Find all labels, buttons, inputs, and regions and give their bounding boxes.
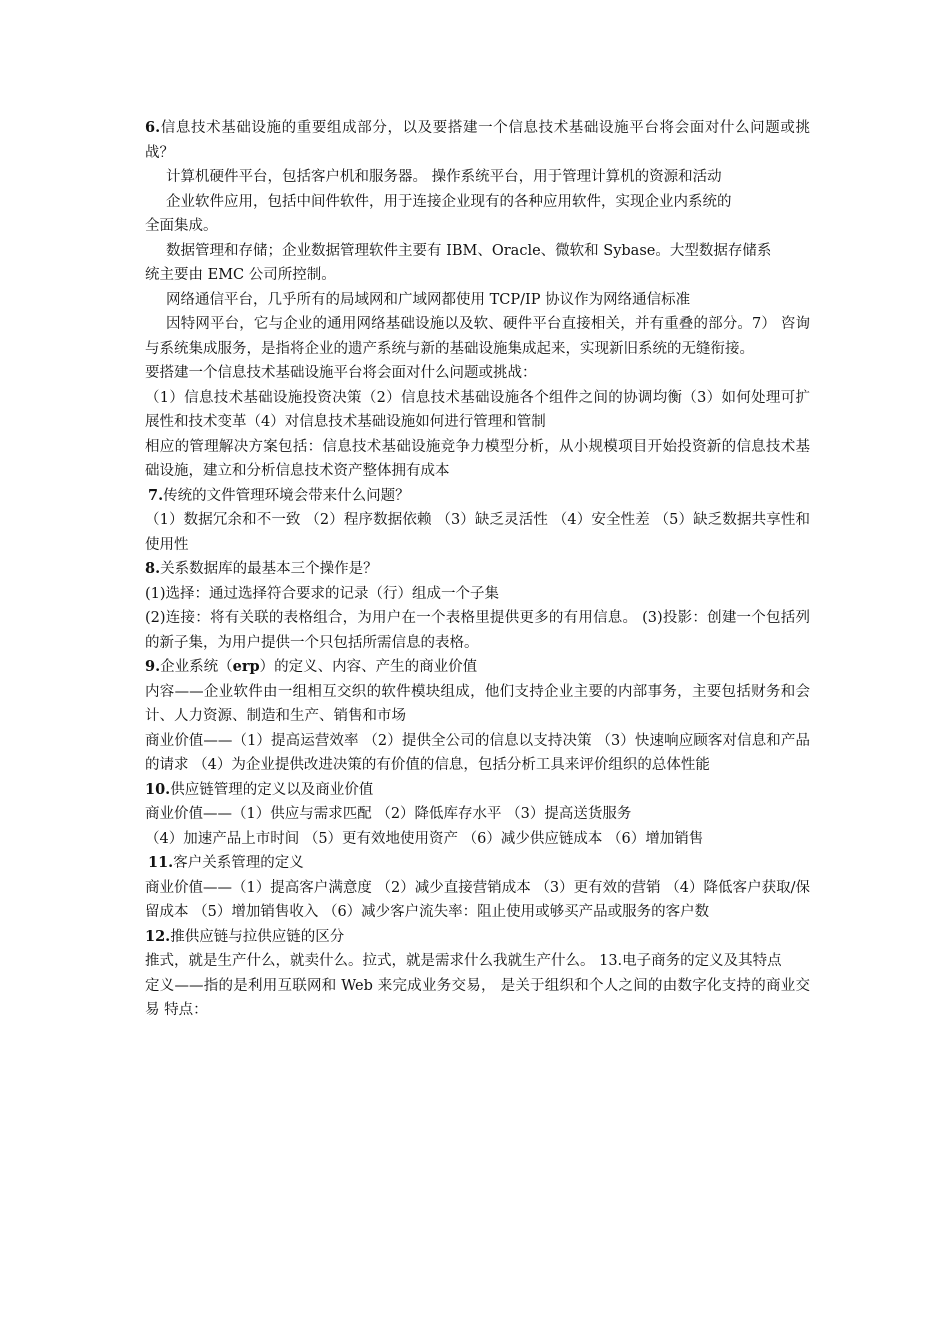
question-number: 10.: [145, 780, 171, 798]
question-text: 推供应链与拉供应链的区分: [170, 928, 345, 945]
paragraph: 内容——企业软件由一组相互交织的软件模块组成，他们支持企业主要的内部事务，主要包括财务和会计、人力资源、制造和生产、销售和市场: [145, 683, 810, 724]
paragraph: 要搭建一个信息技术基础设施平台将会面对什么问题或挑战：: [145, 365, 537, 381]
paragraph: (1)选择：通过选择符合要求的记录（行）组成一个子集: [145, 585, 500, 602]
paragraph: （4）加速产品上市时间 （5）更有效地使用资产 （6）减少供应链成本 （6）增加销售: [145, 830, 704, 847]
paragraph: 因特网平台，它与企业的通用网络基础设施以及软、硬件平台直接相关，并有重叠的部分。7） 咨询与系统集成服务，是指将企业的遗产系统与新的基础设施集成起来，实现新旧系统的无缝衔接。: [145, 316, 810, 357]
paragraph: 推式，就是生产什么，就卖什么。拉式，就是需求什么我就生产什么。 13.电子商务的定义及其特点: [145, 953, 782, 969]
question-text: 传统的文件管理环境会带来什么问题？: [163, 487, 410, 504]
paragraph: 商业价值——（1）供应与需求匹配 （2）降低库存水平 （3）提高送货服务: [145, 806, 632, 822]
paragraph: (2)连接：将有关联的表格组合，为用户在一个表格里提供更多的有用信息。 (3)投影：创建一个包括列的新子集，为用户提供一个只包括所需信息的表格。: [145, 610, 810, 651]
paragraph: 全面集成。: [145, 218, 218, 234]
question-text: 关系数据库的最基本三个操作是？: [160, 561, 378, 577]
erp-term: erp: [232, 658, 260, 675]
question-number: 12.: [145, 927, 171, 945]
question-number: 6.: [145, 119, 161, 136]
question-text: 信息技术基础设施的重要组成部分，以及要搭建一个信息技术基础设施平台将会面对什么问题或挑战？: [145, 120, 810, 161]
question-number: 7.: [148, 486, 164, 504]
question-10-heading: [145, 778, 810, 803]
question-text: 客户关系管理的定义: [173, 855, 304, 871]
paragraph: 商业价值——（1）提高运营效率 （2）提供全公司的信息以支持决策 （3）快速响应顾客对信息和产品的请求 （4）为企业提供改进决策的有价值的信息，包括分析工具来评价组织的总体性能: [145, 732, 810, 773]
question-text: 企业系统（erp）的定义、内容、产生的商业价值: [160, 658, 478, 675]
question-number: 11.: [148, 854, 174, 871]
document-body: [145, 116, 810, 1023]
question-number: 9.: [145, 658, 161, 675]
paragraph: （1）数据冗余和不一致 （2）程序数据依赖 （3）缺乏灵活性 （4）安全性差 （5）缺乏数据共享性和使用性: [145, 512, 810, 553]
question-9-heading: [145, 655, 810, 680]
paragraph: 定义——指的是利用互联网和 Web 来完成业务交易， 是关于组织和个人之间的由数字化支持的商业交易 特点：: [145, 977, 810, 1018]
question-12-heading: [145, 925, 810, 950]
paragraph: 计算机硬件平台，包括客户机和服务器。 操作系统平台，用于管理计算机的资源和活动: [166, 169, 722, 185]
question-8-heading: [145, 557, 810, 582]
paragraph: （1）信息技术基础设施投资决策（2）信息技术基础设施各个组件之间的协调均衡（3）如何处理可扩展性和技术变革（4）对信息技术基础设施如何进行管理和管制: [145, 389, 810, 430]
question-7-heading: [145, 484, 810, 509]
paragraph: 商业价值——（1）提高客户满意度 （2）减少直接营销成本 （3）更有效的营销 （4）降低客户获取/保留成本 （5）增加销售收入 （6）减少客户流失率：阻止使用或够买产品或服务的客户数: [145, 879, 810, 920]
paragraph: 企业软件应用，包括中间件软件，用于连接企业现有的各种应用软件，实现企业内系统的: [166, 193, 732, 210]
paragraph: 数据管理和存储；企业数据管理软件主要有 IBM、Oracle、微软和 Sybase。大型数据存储系: [166, 242, 772, 259]
question-11-heading: [145, 851, 810, 876]
paragraph: 网络通信平台，几乎所有的局域网和广域网都使用 TCP/IP 协议作为网络通信标准: [166, 291, 691, 308]
question-6-heading: [145, 116, 810, 165]
paragraph: 统主要由 EMC 公司所控制。: [145, 267, 336, 283]
question-number: 8.: [145, 560, 161, 577]
question-text: 供应链管理的定义以及商业价值: [170, 781, 374, 798]
paragraph: 相应的管理解决方案包括：信息技术基础设施竞争力模型分析，从小规模项目开始投资新的信息技术基础设施，建立和分析信息技术资产整体拥有成本: [145, 438, 810, 479]
